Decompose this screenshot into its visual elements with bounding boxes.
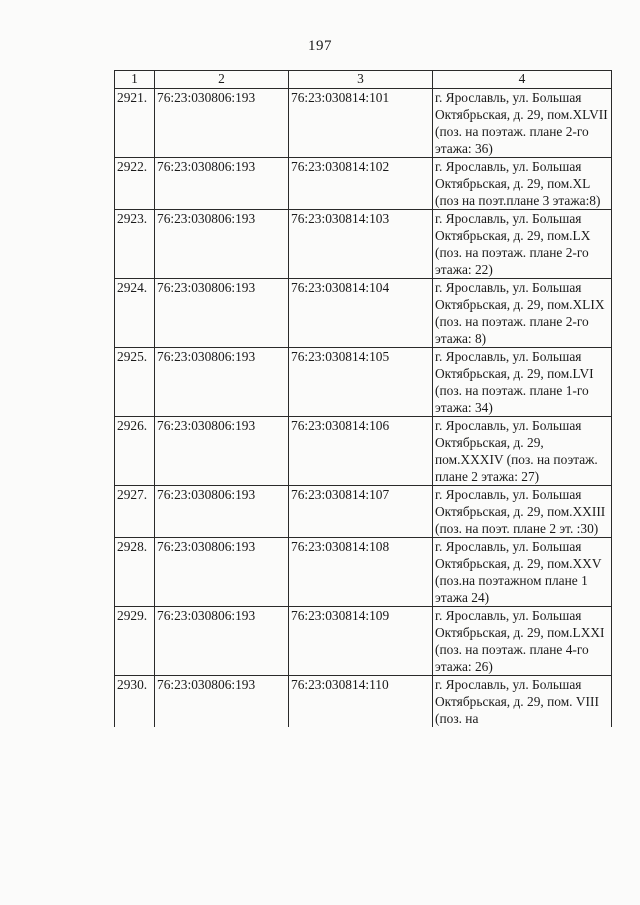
room-cadastral-number: 76:23:030814:105 [289,348,433,417]
row-number: 2928. [115,538,155,607]
address-cell: г. Ярославль, ул. Большая Октябрьская, д. 29, пом.XLVII (поз. на поэтаж. плане 2-го этажа: 36) [433,89,612,158]
address-cell: г. Ярославль, ул. Большая Октябрьская, д. 29, пом.XLIX (поз. на поэтаж. плане 2-го этажа: 8) [433,279,612,348]
column-header-4: 4 [433,71,612,89]
table-row [115,538,612,607]
row-number: 2926. [115,417,155,486]
parcel-cadastral-number: 76:23:030806:193 [155,607,289,676]
column-header-1: 1 [115,71,155,89]
address-cell: г. Ярославль, ул. Большая Октябрьская, д. 29, пом.XXXIV (поз. на поэтаж. плане 2 этажа: 27) [433,417,612,486]
address-cell: г. Ярославль, ул. Большая Октябрьская, д. 29, пом.XXV (поз.на поэтажном плане 1 этажа 24) [433,538,612,607]
table-row [115,89,612,158]
parcel-cadastral-number: 76:23:030806:193 [155,486,289,538]
address-cell: г. Ярославль, ул. Большая Октябрьская, д. 29, пом.LVI (поз. на поэтаж. плане 1-го этажа: 34) [433,348,612,417]
row-number: 2925. [115,348,155,417]
row-number: 2927. [115,486,155,538]
page-number: 197 [308,38,332,54]
table-row [115,417,612,486]
room-cadastral-number: 76:23:030814:110 [289,676,433,728]
room-cadastral-number: 76:23:030814:102 [289,158,433,210]
room-cadastral-number: 76:23:030814:109 [289,607,433,676]
table-row [115,607,612,676]
registry-table [114,70,612,727]
table-row [115,348,612,417]
parcel-cadastral-number: 76:23:030806:193 [155,279,289,348]
parcel-cadastral-number: 76:23:030806:193 [155,210,289,279]
parcel-cadastral-number: 76:23:030806:193 [155,348,289,417]
row-number: 2929. [115,607,155,676]
room-cadastral-number: 76:23:030814:106 [289,417,433,486]
table-row [115,486,612,538]
table-row [115,279,612,348]
address-cell: г. Ярославль, ул. Большая Октябрьская, д. 29, пом. VIII (поз. на [433,676,612,728]
room-cadastral-number: 76:23:030814:107 [289,486,433,538]
room-cadastral-number: 76:23:030814:101 [289,89,433,158]
parcel-cadastral-number: 76:23:030806:193 [155,417,289,486]
room-cadastral-number: 76:23:030814:108 [289,538,433,607]
row-number: 2930. [115,676,155,728]
parcel-cadastral-number: 76:23:030806:193 [155,158,289,210]
row-number: 2921. [115,89,155,158]
address-cell: г. Ярославль, ул. Большая Октябрьская, д. 29, пом.LXXI (поз. на поэтаж. плане 4-го этажа: 26) [433,607,612,676]
parcel-cadastral-number: 76:23:030806:193 [155,538,289,607]
parcel-cadastral-number: 76:23:030806:193 [155,676,289,728]
address-cell: г. Ярославль, ул. Большая Октябрьская, д. 29, пом.XXIII (поз. на поэт. плане 2 эт. :30) [433,486,612,538]
column-header-3: 3 [289,71,433,89]
table-row [115,676,612,728]
row-number: 2922. [115,158,155,210]
table-row [115,158,612,210]
column-header-2: 2 [155,71,289,89]
address-cell: г. Ярославль, ул. Большая Октябрьская, д. 29, пом.XL (поз на поэт.плане 3 этажа:8) [433,158,612,210]
row-number: 2923. [115,210,155,279]
table-row [115,210,612,279]
parcel-cadastral-number: 76:23:030806:193 [155,89,289,158]
address-cell: г. Ярославль, ул. Большая Октябрьская, д. 29, пом.LX (поз. на поэтаж. плане 2-го этажа: 22) [433,210,612,279]
room-cadastral-number: 76:23:030814:103 [289,210,433,279]
row-number: 2924. [115,279,155,348]
table-header-row [115,71,612,89]
room-cadastral-number: 76:23:030814:104 [289,279,433,348]
